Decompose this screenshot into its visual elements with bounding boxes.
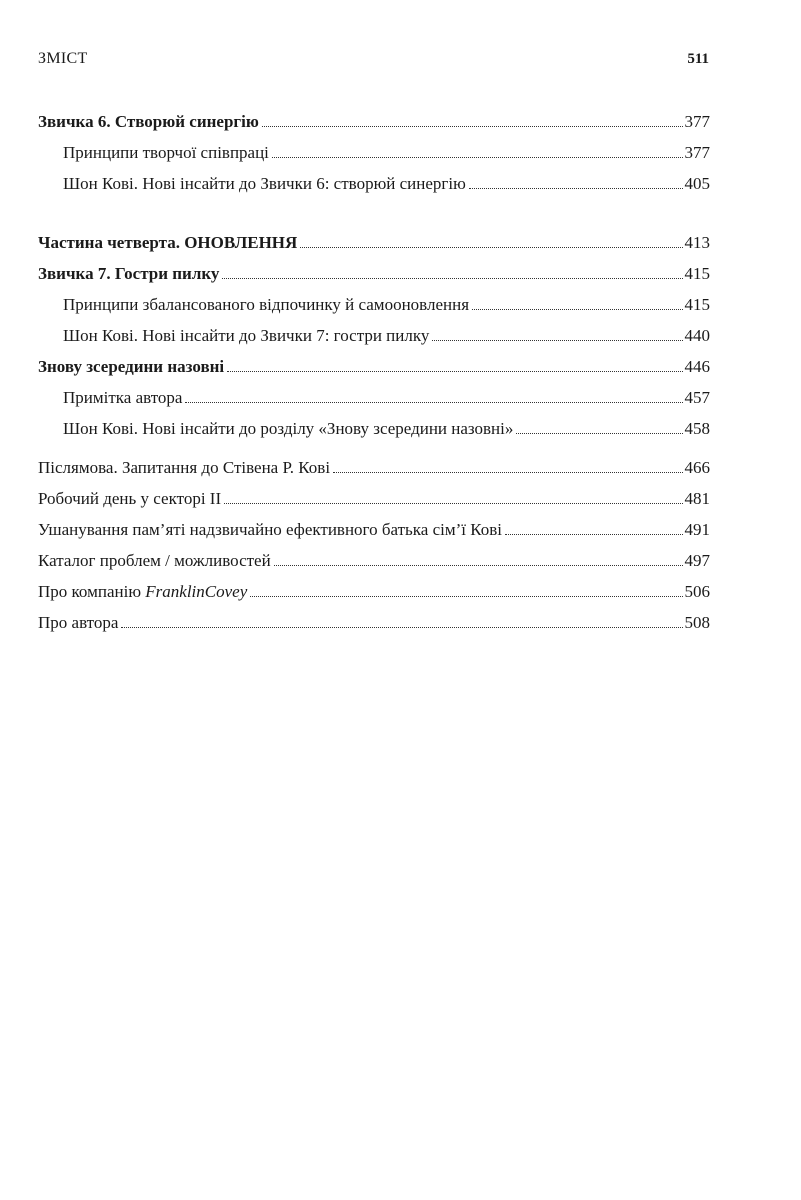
page-header bbox=[38, 50, 709, 74]
toc-entry-page: 415 bbox=[684, 264, 710, 283]
running-head: ЗМІСТ bbox=[38, 50, 88, 67]
toc-entry-page: 466 bbox=[684, 458, 710, 477]
toc-entry-title: Шон Кові. Нові інсайти до Звички 6: створюй синергію bbox=[63, 174, 466, 193]
toc-entry-page: 491 bbox=[684, 520, 710, 539]
toc-leader bbox=[300, 247, 682, 248]
toc-entry bbox=[38, 168, 710, 199]
page-number: 511 bbox=[687, 51, 709, 67]
toc-entry-title: Звичка 6. Створюй синергію bbox=[38, 112, 259, 131]
toc-entry bbox=[38, 483, 710, 514]
toc-entry-title-prefix: Про компанію bbox=[38, 582, 146, 601]
toc-leader bbox=[224, 503, 682, 504]
toc-entry-page: 508 bbox=[684, 613, 710, 632]
toc-entry-page: 440 bbox=[684, 326, 710, 345]
toc-entry bbox=[38, 514, 710, 545]
toc-entry-title: Принципи творчої співпраці bbox=[63, 143, 269, 162]
toc-entry-page: 415 bbox=[684, 295, 710, 314]
toc-entry-title-brand: FranklinCovey bbox=[145, 582, 248, 601]
table-of-contents bbox=[38, 106, 710, 638]
toc-leader bbox=[222, 278, 682, 279]
toc-entry-title: Принципи збалансованого відпочинку й самооновлення bbox=[63, 295, 470, 314]
toc-entry-title: Шон Кові. Нові інсайти до Звички 7: гостри пилку bbox=[63, 326, 430, 345]
toc-entry-title: Післямова. Запитання до Стівена Р. Кові bbox=[38, 458, 331, 477]
toc-entry bbox=[38, 413, 710, 444]
toc-entry-page: 497 bbox=[684, 551, 710, 570]
toc-leader bbox=[472, 309, 682, 310]
toc-entry-title: Шон Кові. Нові інсайти до розділу «Знову зсередини назовні» bbox=[63, 419, 514, 438]
toc-entry-page: 446 bbox=[684, 357, 710, 376]
toc-entry bbox=[38, 607, 710, 638]
toc-entry bbox=[38, 351, 710, 382]
toc-entry-title: Знову зсередини назовні bbox=[38, 357, 225, 376]
toc-leader bbox=[274, 565, 683, 566]
toc-leader bbox=[227, 371, 682, 372]
toc-entry bbox=[38, 320, 710, 351]
toc-entry-title: Каталог проблем / можливостей bbox=[38, 551, 271, 570]
toc-entry-page: 405 bbox=[684, 174, 710, 193]
toc-entry-page: 377 bbox=[684, 143, 710, 162]
toc-entry-title: Ушанування пам’яті надзвичайно ефективного батька сім’ї Кові bbox=[38, 520, 502, 539]
toc-leader bbox=[185, 402, 682, 403]
toc-entry bbox=[38, 289, 710, 320]
toc-entry bbox=[38, 258, 710, 289]
toc-leader bbox=[272, 157, 683, 158]
toc-entry-page: 458 bbox=[684, 419, 710, 438]
toc-leader bbox=[250, 596, 682, 597]
toc-entry-page: 377 bbox=[684, 112, 710, 131]
toc-entry-title: Примітка автора bbox=[63, 388, 183, 407]
toc-leader bbox=[469, 188, 683, 189]
toc-leader bbox=[516, 433, 682, 434]
toc-leader bbox=[432, 340, 682, 341]
toc-leader bbox=[121, 627, 682, 628]
toc-entry-title: Частина четверта. ОНОВЛЕННЯ bbox=[38, 233, 298, 252]
section-spacer bbox=[38, 444, 710, 452]
toc-entry bbox=[38, 137, 710, 168]
toc-leader bbox=[333, 472, 682, 473]
toc-entry-title: Звичка 7. Гостри пилку bbox=[38, 264, 220, 283]
toc-entry-title: Робочий день у секторі ІІ bbox=[38, 489, 222, 508]
toc-leader bbox=[505, 534, 683, 535]
toc-entry bbox=[38, 382, 710, 413]
toc-entry bbox=[38, 106, 710, 137]
section-spacer bbox=[38, 199, 710, 227]
toc-leader bbox=[262, 126, 683, 127]
toc-entry-page: 506 bbox=[684, 582, 710, 601]
toc-entry bbox=[38, 576, 710, 607]
toc-entry bbox=[38, 545, 710, 576]
toc-entry bbox=[38, 227, 710, 258]
toc-entry-page: 457 bbox=[684, 388, 710, 407]
toc-entry-page: 413 bbox=[684, 233, 710, 252]
toc-entry bbox=[38, 452, 710, 483]
toc-entry-page: 481 bbox=[684, 489, 710, 508]
toc-entry-title bbox=[38, 576, 247, 607]
toc-entry-title: Про автора bbox=[38, 613, 119, 632]
